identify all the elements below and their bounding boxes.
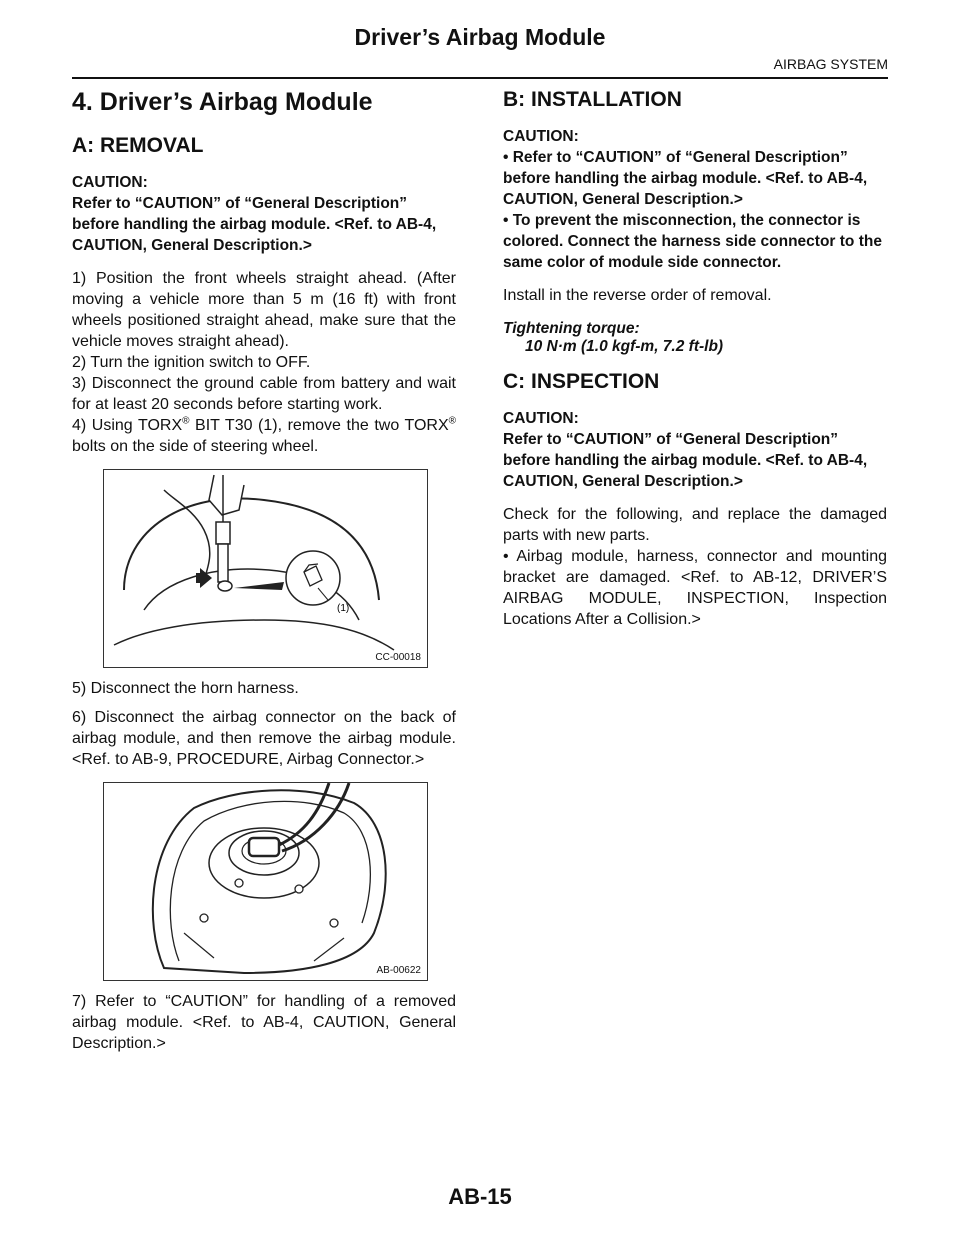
install-text: Install in the reverse order of removal. [503,287,772,304]
caution-label: CAUTION: [72,174,148,191]
caution-label: CAUTION: [503,410,579,427]
section-name: AIRBAG SYSTEM [773,56,888,72]
step-4: 4) Using TORX® BIT T30 (1), remove the two TORX® bolts on the side of steering wheel. [72,415,457,455]
figure-code: AB-00622 [376,965,421,976]
callout-1: (1) [337,603,350,614]
airbag-module-illustration [104,783,427,980]
removal-heading: A: REMOVAL [72,134,204,157]
header-rule [72,77,888,79]
caution-bullet-1: • Refer to “CAUTION” of “General Description” before handling the airbag module. <Ref. to AB-4, CAUTION, General Description.> [503,149,868,208]
step-6: 6) Disconnect the airbag connector on the back of airbag module, and then remove the airbag module. <Ref. to AB-9, PROCEDURE, Airbag Connector.> [72,709,456,768]
registered-mark-2: ® [448,415,457,427]
steering-wheel-illustration [104,470,427,667]
installation-heading: B: INSTALLATION [503,88,682,111]
check-bullet: • Airbag module, harness, connector and mounting bracket are damaged. <Ref. to AB-12, DRIVER’S AIRBAG MODULE, INSPECTION, Inspection Locations After a Collision.> [503,548,887,628]
step-5: 5) Disconnect the horn harness. [72,680,299,697]
caution-text: Refer to “CAUTION” of “General Description” before handling the airbag module. <Ref. to AB-4, CAUTION, General Description.> [72,195,437,254]
right-column [503,86,887,630]
figure-code: CC-00018 [375,652,421,663]
step-2: 2) Turn the ignition switch to OFF. [72,354,311,371]
steering-wheel-figure [103,469,428,668]
module-heading: 4. Driver’s Airbag Module [72,88,373,116]
page-number: AB-15 [448,1184,512,1209]
step-7: 7) Refer to “CAUTION” for handling of a removed airbag module. <Ref. to AB-4, CAUTION, General Description.> [72,993,456,1052]
inspection-heading: C: INSPECTION [503,370,660,393]
registered-mark: ® [182,415,190,427]
torque-label: Tightening torque: [503,320,640,337]
caution-bullet-2: • To prevent the misconnection, the connector is colored. Connect the harness side connector to the same color of module side connector. [503,212,882,271]
torque-value: 10 N·m (1.0 kgf-m, 7.2 ft-lb) [525,338,724,355]
page-title: Driver’s Airbag Module [354,24,606,50]
step-3: 3) Disconnect the ground cable from battery and wait for at least 20 seconds before starting work. [72,375,456,413]
caution-label: CAUTION: [503,128,579,145]
airbag-module-figure [103,782,428,981]
check-text: Check for the following, and replace the damaged parts with new parts. [503,506,887,544]
caution-text: Refer to “CAUTION” of “General Description” before handling the airbag module. <Ref. to AB-4, CAUTION, General Description.> [503,431,868,490]
left-column [72,86,456,1054]
step-1: 1) Position the front wheels straight ahead. (After moving a vehicle more than 5 m (16 ft) with front wheels positioned straight ahead, make sure that the vehicle moves straight ahead). [72,270,456,350]
